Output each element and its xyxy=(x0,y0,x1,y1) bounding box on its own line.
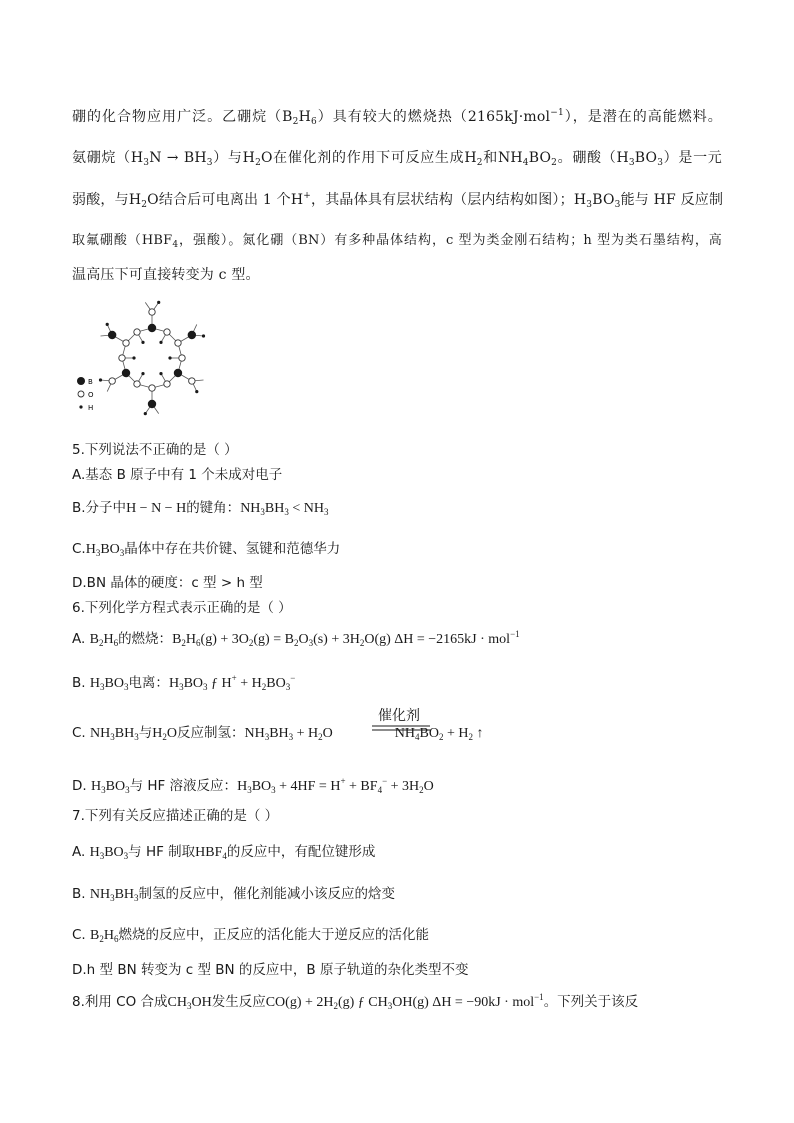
q7-stem: 7.下列有关反应描述正确的是（ ） xyxy=(72,808,279,824)
catalyst-label: 催化剂 xyxy=(378,708,420,724)
oxygen-atom xyxy=(189,378,195,384)
legend-b-label: B xyxy=(88,378,93,386)
boron-atom xyxy=(148,324,156,332)
boron-atom xyxy=(122,369,130,377)
q6-option-b: B. $H_3BO_3$电离：$H_3BO_3$ ƒ $H^+ + H_2BO_3^-$ xyxy=(72,673,296,692)
hydrogen-atom xyxy=(159,372,162,375)
oxygen-atom xyxy=(134,329,140,335)
hydrogen-atom xyxy=(168,356,171,359)
boric-acid-layer-structure-figure xyxy=(72,296,222,420)
legend-h-label: H xyxy=(88,404,94,412)
boron-atom xyxy=(108,331,116,339)
q7-option-b: B. $NH_3BH_3$制氢的反应中，催化剂能减小该反应的焓变 xyxy=(72,886,396,903)
boron-atom xyxy=(174,369,182,377)
legend-o-atom-icon xyxy=(78,391,84,397)
hydrogen-atom xyxy=(99,378,102,381)
hydrogen-atom xyxy=(141,372,144,375)
hydrogen-atom xyxy=(106,323,109,326)
q7-option-a: A. $H_3BO_3$与 HF 制取$HBF_4$的反应中，有配位键形成 xyxy=(72,844,376,861)
oxygen-atom xyxy=(149,309,155,315)
intro-line-3: 弱酸，与$H_2O$结合后可电离出 1 个H+，其晶体具有层状结构（层内结构如图）；$H_3BO_3$能与 HF 反应制 xyxy=(72,191,724,210)
intro-line-4: 取氟硼酸（$HBF_4$，强酸）。氮化硼（BN）有多种晶体结构，c 型为类金刚石结构；h 型为类石墨结构，高 xyxy=(72,233,722,250)
intro-line-5: 温高压下可直接转变为 c 型。 xyxy=(72,267,260,283)
hydrogen-atom xyxy=(157,301,160,304)
q6-option-c: C. $NH_3BH_3$与$H_2O$反应制氢：$NH_3BH_3 + H_2O$ $NH_4BO_2 + H_2$ ↑ xyxy=(72,725,484,742)
oxygen-atom xyxy=(123,340,129,346)
hydrogen-atom xyxy=(144,412,147,415)
q6-option-d: D. $H_3BO_3$与 HF 溶液反应：$H_3BO_3 + 4HF = H^+ + BF_4^- + 3H_2O$ xyxy=(72,776,434,795)
oxygen-atom xyxy=(175,340,181,346)
q5-option-d: D.BN 晶体的硬度：c 型 > h 型 xyxy=(72,575,263,591)
structure-legend xyxy=(77,377,94,412)
q5-option-a: A.基态 B 原子中有 1 个未成对电子 xyxy=(72,467,283,483)
boron-atom xyxy=(188,331,196,339)
legend-b-atom-icon xyxy=(77,377,85,385)
q5-option-c: $C.H_3BO_3$晶体中存在共价键、氢键和范德华力 xyxy=(72,541,341,558)
q5-option-b: B.分子中H − N − H的键角：$NH_3BH_3 < NH_3$ xyxy=(72,500,329,517)
structure-bonds xyxy=(100,302,203,413)
oxygen-atom xyxy=(164,329,170,335)
q6-stem: 6.下列化学方程式表示正确的是（ ） xyxy=(72,600,292,616)
oxygen-atom xyxy=(109,378,115,384)
oxygen-atom xyxy=(149,385,155,391)
legend-h-atom-icon xyxy=(79,405,82,408)
oxygen-atom xyxy=(134,381,140,387)
hydrogen-atom xyxy=(159,341,162,344)
q8-stem: 8.利用 CO 合成$CH_3OH$发生反应$CO(g) + 2H_2(g)$ ƒ $CH_3OH(g) \Delta H = -90kJ \cdot mol^{-1}$。下列关于该反 xyxy=(72,992,639,1011)
boron-atom xyxy=(148,400,156,408)
oxygen-atom xyxy=(179,355,185,361)
oxygen-atom xyxy=(164,381,170,387)
legend-o-label: O xyxy=(88,391,94,399)
q7-option-c: C. $B_2H_6$燃烧的反应中，正反应的活化能大于逆反应的活化能 xyxy=(72,927,429,944)
q7-option-d: D.h 型 BN 转变为 c 型 BN 的反应中，B 原子轨道的杂化类型不变 xyxy=(72,962,469,978)
hydrogen-atom xyxy=(141,341,144,344)
oxygen-atom xyxy=(119,355,125,361)
hydrogen-atom xyxy=(195,390,198,393)
intro-line-1: 硼的化合物应用广泛。乙硼烷$(B_2H_6)$具有较大的燃烧热（2165kJ·mol$^{-1}$），是潜在的高能燃料。 xyxy=(72,108,722,127)
q5-stem: 5.下列说法不正确的是（ ） xyxy=(72,442,238,458)
hydrogen-atom xyxy=(132,356,135,359)
hydrogen-atom xyxy=(202,334,205,337)
q6-option-a: A. $B_2H_6$的燃烧：$B_2H_6(g) + 3O_2(g) = B_2O_3(s) + 3H_2O(g) \Delta H = -2165kJ \cdot mol^{-1}$ xyxy=(72,629,520,648)
intro-line-2: 氨硼烷$(H_3N \to BH_3)$与$H_2O$在催化剂的作用下可反应生成$H_2$和$NH_4BO_2$。硼酸$(H_3BO_3)$是一元 xyxy=(72,150,722,168)
